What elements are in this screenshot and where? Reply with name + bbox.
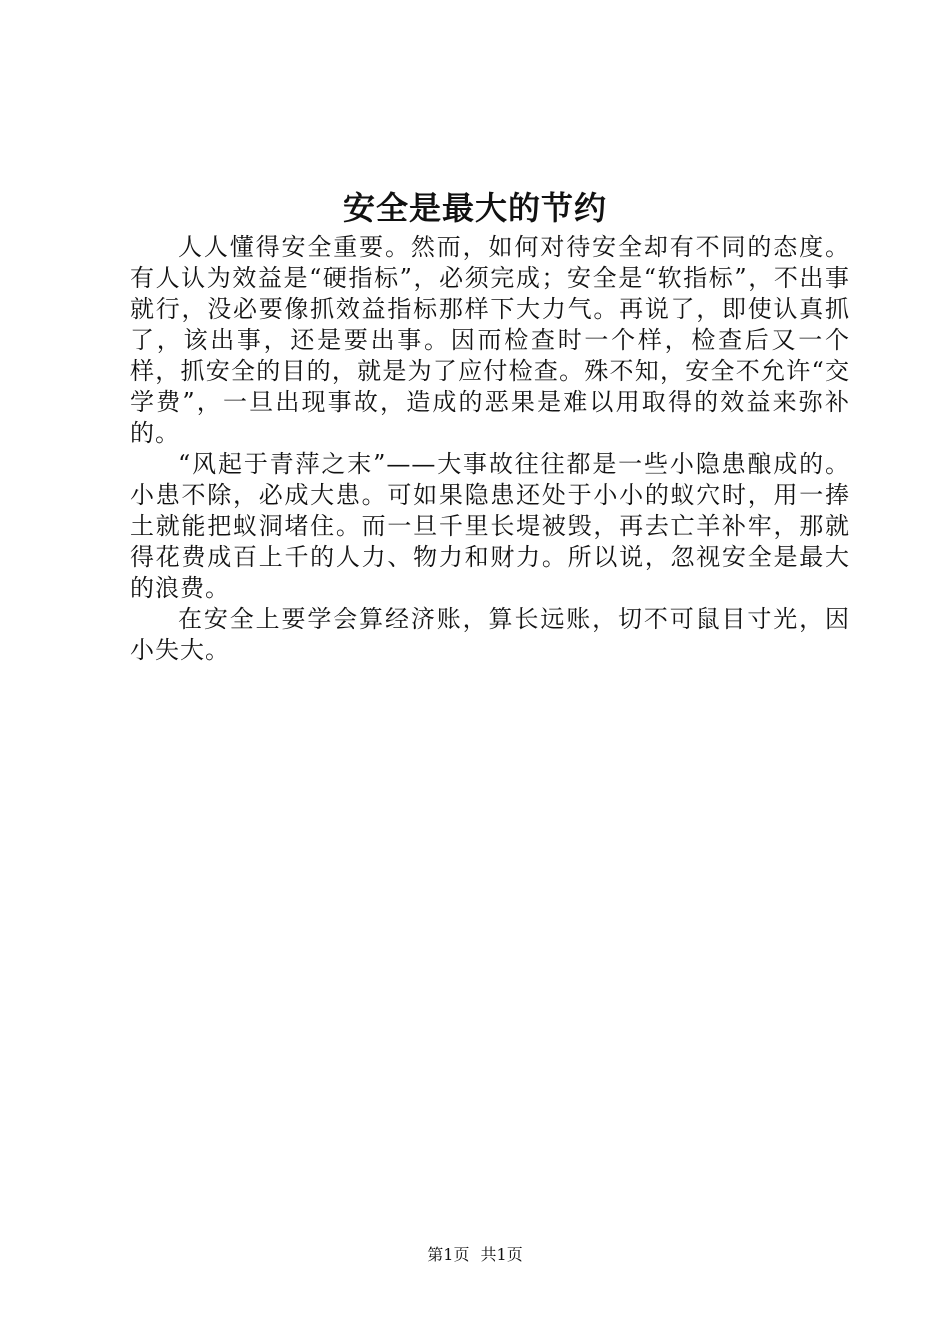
page-number: 第1页 [427, 1245, 470, 1264]
document-body [130, 232, 850, 666]
paragraph-1: 人人懂得安全重要。然而，如何对待安全却有不同的态度。有人认为效益是“硬指标”，必须完成；安全是“软指标”，不出事就行，没必要像抓效益指标那样下大力气。再说了，即使认真抓了，该出事，还是要出事。因而检查时一个样，检查后又一个样，抓安全的目的，就是为了应付检查。殊不知，安全不允许“交学费”，一旦出现事故，造成的恶果是难以用取得的效益来弥补的。 [130, 233, 850, 447]
page-footer [0, 1244, 950, 1266]
page-total: 共1页 [480, 1245, 523, 1264]
document-title: 安全是最大的节约 [342, 189, 607, 227]
paragraph-2: “风起于青萍之末”——大事故往往都是一些小隐患酿成的。小患不除，必成大患。可如果隐患还处于小小的蚁穴时，用一捧土就能把蚁洞堵住。而一旦千里长堤被毁，再去亡羊补牢，那就得花费成百上千的人力、物力和财力。所以说，忽视安全是最大的浪费。 [130, 450, 850, 602]
paragraph-3: 在安全上要学会算经济账，算长远账，切不可鼠目寸光，因小失大。 [130, 605, 850, 664]
